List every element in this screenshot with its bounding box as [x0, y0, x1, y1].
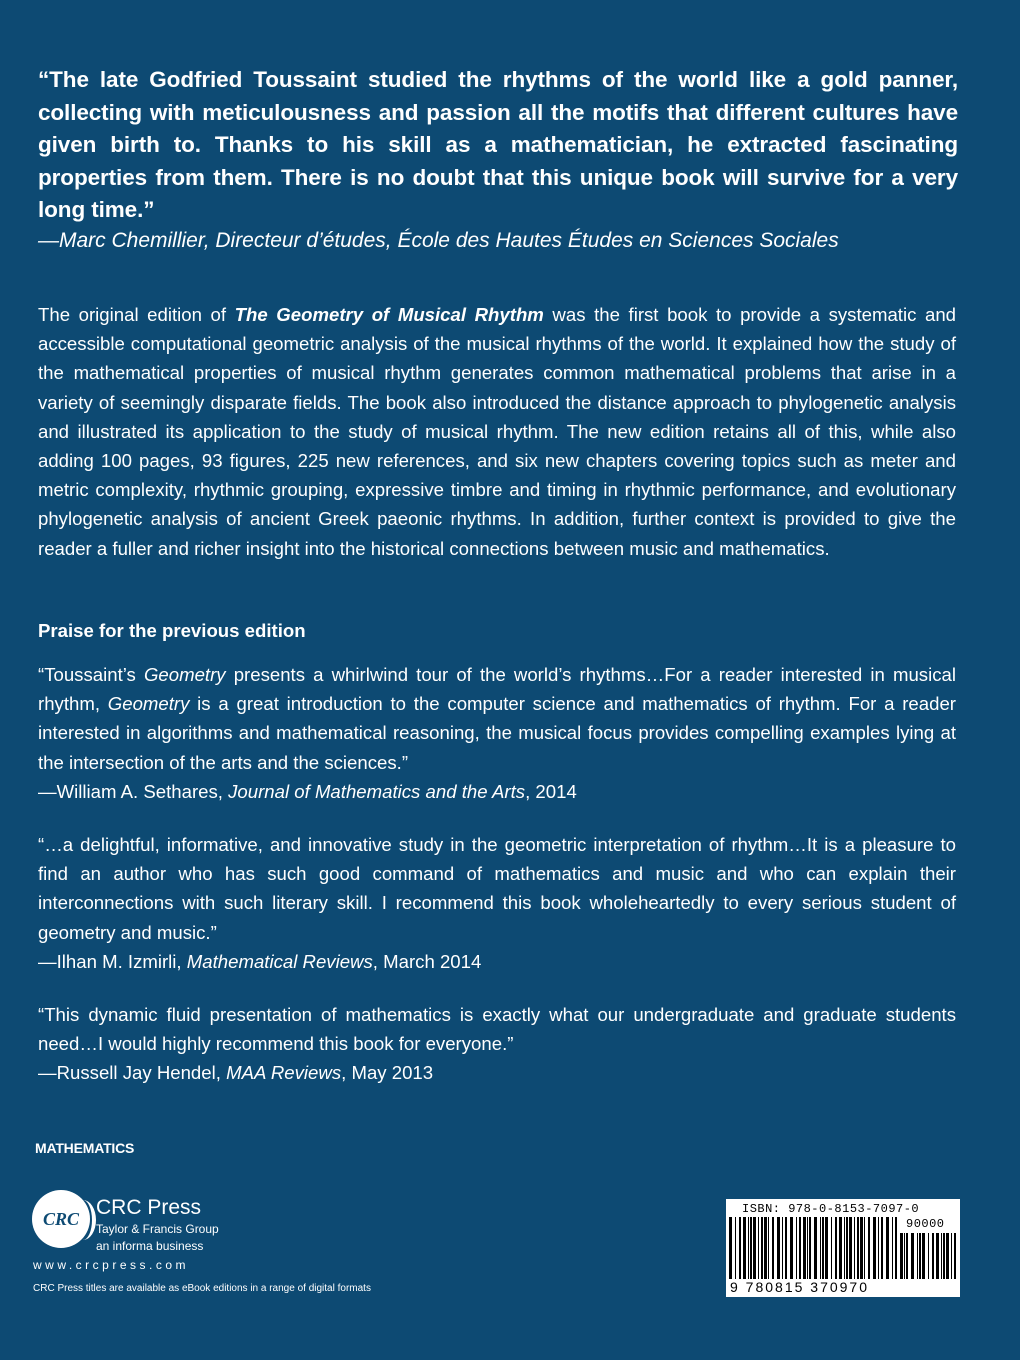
- barcode-bar: [881, 1217, 883, 1279]
- crc-logo-icon: [32, 1190, 90, 1248]
- barcode-bar: [831, 1217, 832, 1279]
- review-quote: “…a delightful, informative, and innovative study in the geometric interpretation of rhythm…It is a pleasure to find an author who has such good command of mathematics and music and who can explain their interconnections with such literary skill. I recommend this book wholeheartedly to every serious student of geometry and music.”: [38, 834, 956, 943]
- barcode-bar: [753, 1217, 756, 1279]
- barcode-bar: [768, 1217, 769, 1279]
- barcode-bar: [748, 1217, 749, 1279]
- lead-quote-attribution: —Marc Chemillier, Directeur d’études, École des Hautes Études en Sciences Sociales: [38, 229, 839, 252]
- barcode-bar: [895, 1217, 897, 1279]
- review-sethares: [38, 660, 956, 806]
- barcode-bar: [799, 1217, 801, 1279]
- barcode-bar: [868, 1217, 870, 1279]
- barcode-bar: [928, 1233, 929, 1279]
- review-attribution: [38, 947, 956, 976]
- barcode-bar: [803, 1217, 806, 1279]
- review-author: —Russell Jay Hendel,: [38, 1062, 227, 1084]
- review-source: Mathematical Reviews: [186, 950, 373, 972]
- review-attribution: [38, 777, 956, 806]
- barcode-bars-icon: [729, 1217, 897, 1279]
- barcode-bar: [878, 1217, 879, 1279]
- barcode-bar: [854, 1217, 855, 1279]
- barcode-bar: [922, 1233, 925, 1279]
- barcode-bar: [886, 1217, 889, 1279]
- barcode-bar: [864, 1217, 865, 1279]
- quote-part: is a great introduction to the computer science and mathematics of rhythm. For a reader interested in algorithms and mathematical reasoning, the musical focus provides compelling examples lying at the intersection of the arts and the sciences.”: [38, 693, 956, 773]
- barcode-bar: [943, 1233, 945, 1279]
- publisher-group: Taylor & Francis Group: [96, 1222, 219, 1236]
- review-izmirli: [38, 830, 956, 976]
- review-author: —Ilhan M. Izmirli,: [38, 950, 187, 972]
- praise-heading: Praise for the previous edition: [38, 620, 306, 641]
- barcode-bar: [750, 1217, 752, 1279]
- publisher-url[interactable]: www.crcpress.com: [33, 1258, 190, 1272]
- barcode-bar: [777, 1217, 780, 1279]
- barcode-bar: [932, 1233, 934, 1279]
- barcode-bar: [785, 1217, 787, 1279]
- barcode-bar: [919, 1233, 921, 1279]
- barcode-bar: [735, 1217, 736, 1279]
- book-title: The Geometry of Musical Rhythm: [234, 304, 544, 325]
- barcode-bar: [772, 1217, 774, 1279]
- barcode-bar: [761, 1217, 763, 1279]
- review-quote: [38, 660, 956, 777]
- barcode-bar: [844, 1217, 845, 1279]
- publisher-business: an informa business: [96, 1239, 204, 1253]
- barcode-bar: [796, 1217, 797, 1279]
- barcode-bar: [951, 1233, 952, 1279]
- quote-emphasis: Geometry: [107, 693, 190, 715]
- book-description: [38, 300, 956, 563]
- barcode-bar: [846, 1217, 848, 1279]
- category-label: MATHEMATICS: [35, 1140, 135, 1156]
- description-body: was the first book to provide a systematic and accessible computational geometric analysis of the musical rhythms of the world. It explained how the study of the mathematical properties of musical rhythm generates common mathematical problems that arise in a variety of seemingly disparate fields. The book also introduced the distance approach to phylogenetic analysis and illustrated its application to the study of musical rhythm. The new edition retains all of this, while also adding 100 pages, 93 figures, 225 new references, and six new chapters covering topics such as meter and metric complexity, rhythmic grouping, expressive timbre and timing in rhythmic performance, and evolutionary phylogenetic analysis of ancient Greek paeonic rhythms. In addition, further context is provided to give the reader a fuller and richer insight into the historical connections between music and mathematics.: [38, 304, 957, 559]
- barcode-bar: [911, 1233, 914, 1279]
- barcode-bar: [739, 1217, 741, 1279]
- review-source: MAA Reviews: [226, 1062, 342, 1084]
- barcode-bar: [873, 1217, 876, 1279]
- review-hendel: [38, 1000, 956, 1088]
- ebook-note: CRC Press titles are available as eBook editions in a range of digital formats: [33, 1283, 371, 1294]
- description-intro: The original edition of: [38, 304, 235, 325]
- barcode-bar: [839, 1217, 842, 1279]
- lead-quote: “The late Godfried Toussaint studied the rhythms of the world like a gold panner, collecting with meticulousness and passion all the motifs that different cultures have given birth to. Thanks to his skill as a mathematician, he extracted fascinating properties from them. There is no doubt that this unique book will survive for a very long time.”: [38, 67, 958, 222]
- barcode-bar: [743, 1217, 746, 1279]
- barcode-bar: [820, 1217, 821, 1279]
- barcode-bar: [758, 1217, 759, 1279]
- barcode-bar: [892, 1217, 893, 1279]
- barcode-bar: [946, 1233, 949, 1279]
- barcode-bar: [860, 1217, 863, 1279]
- isbn-barcode: [726, 1199, 960, 1297]
- review-date: , March 2014: [372, 950, 482, 972]
- barcode-ean-number: 9 780815 370970: [730, 1279, 869, 1295]
- barcode-bar: [790, 1217, 793, 1279]
- barcode-bar: [764, 1217, 767, 1279]
- barcode-bar: [782, 1217, 783, 1279]
- review-source: Journal of Mathematics and the Arts: [228, 780, 526, 802]
- barcode-bar: [809, 1217, 811, 1279]
- review-date: , 2014: [525, 780, 577, 802]
- barcode-bar: [936, 1233, 939, 1279]
- quote-part: “Toussaint’s: [38, 664, 144, 685]
- review-date: , May 2013: [341, 1062, 434, 1084]
- barcode-bar: [954, 1233, 956, 1279]
- quote-part: presents a whirlwind tour of the world’s rhythms…For a reader interested in musical rhythm,: [38, 664, 956, 715]
- barcode-bar: [904, 1233, 905, 1279]
- barcode-bar: [849, 1217, 852, 1279]
- addon-barcode-bars-icon: [900, 1233, 956, 1279]
- barcode-bar: [729, 1217, 732, 1279]
- barcode-bar: [906, 1233, 908, 1279]
- barcode-bar: [814, 1217, 817, 1279]
- review-author: —William A. Sethares,: [38, 780, 229, 802]
- quote-emphasis: Geometry: [143, 664, 226, 685]
- barcode-bar: [807, 1217, 808, 1279]
- barcode-bar: [900, 1233, 903, 1279]
- crc-logo-text: CRC: [42, 1208, 80, 1229]
- barcode-bar: [835, 1217, 837, 1279]
- publisher-name: CRC Press: [96, 1196, 202, 1219]
- barcode-bar: [825, 1217, 828, 1279]
- barcode-bar: [857, 1217, 859, 1279]
- review-attribution: [38, 1058, 956, 1087]
- barcode-bar: [917, 1233, 918, 1279]
- barcode-addon-number: 90000: [906, 1217, 945, 1231]
- barcode-bar: [822, 1217, 824, 1279]
- review-quote: “This dynamic fluid presentation of mathematics is exactly what our undergraduate and graduate students need…I would highly recommend this book for everyone.”: [38, 1004, 956, 1055]
- barcode-bar: [941, 1233, 942, 1279]
- isbn-label: ISBN: 978-0-8153-7097-0: [742, 1202, 920, 1216]
